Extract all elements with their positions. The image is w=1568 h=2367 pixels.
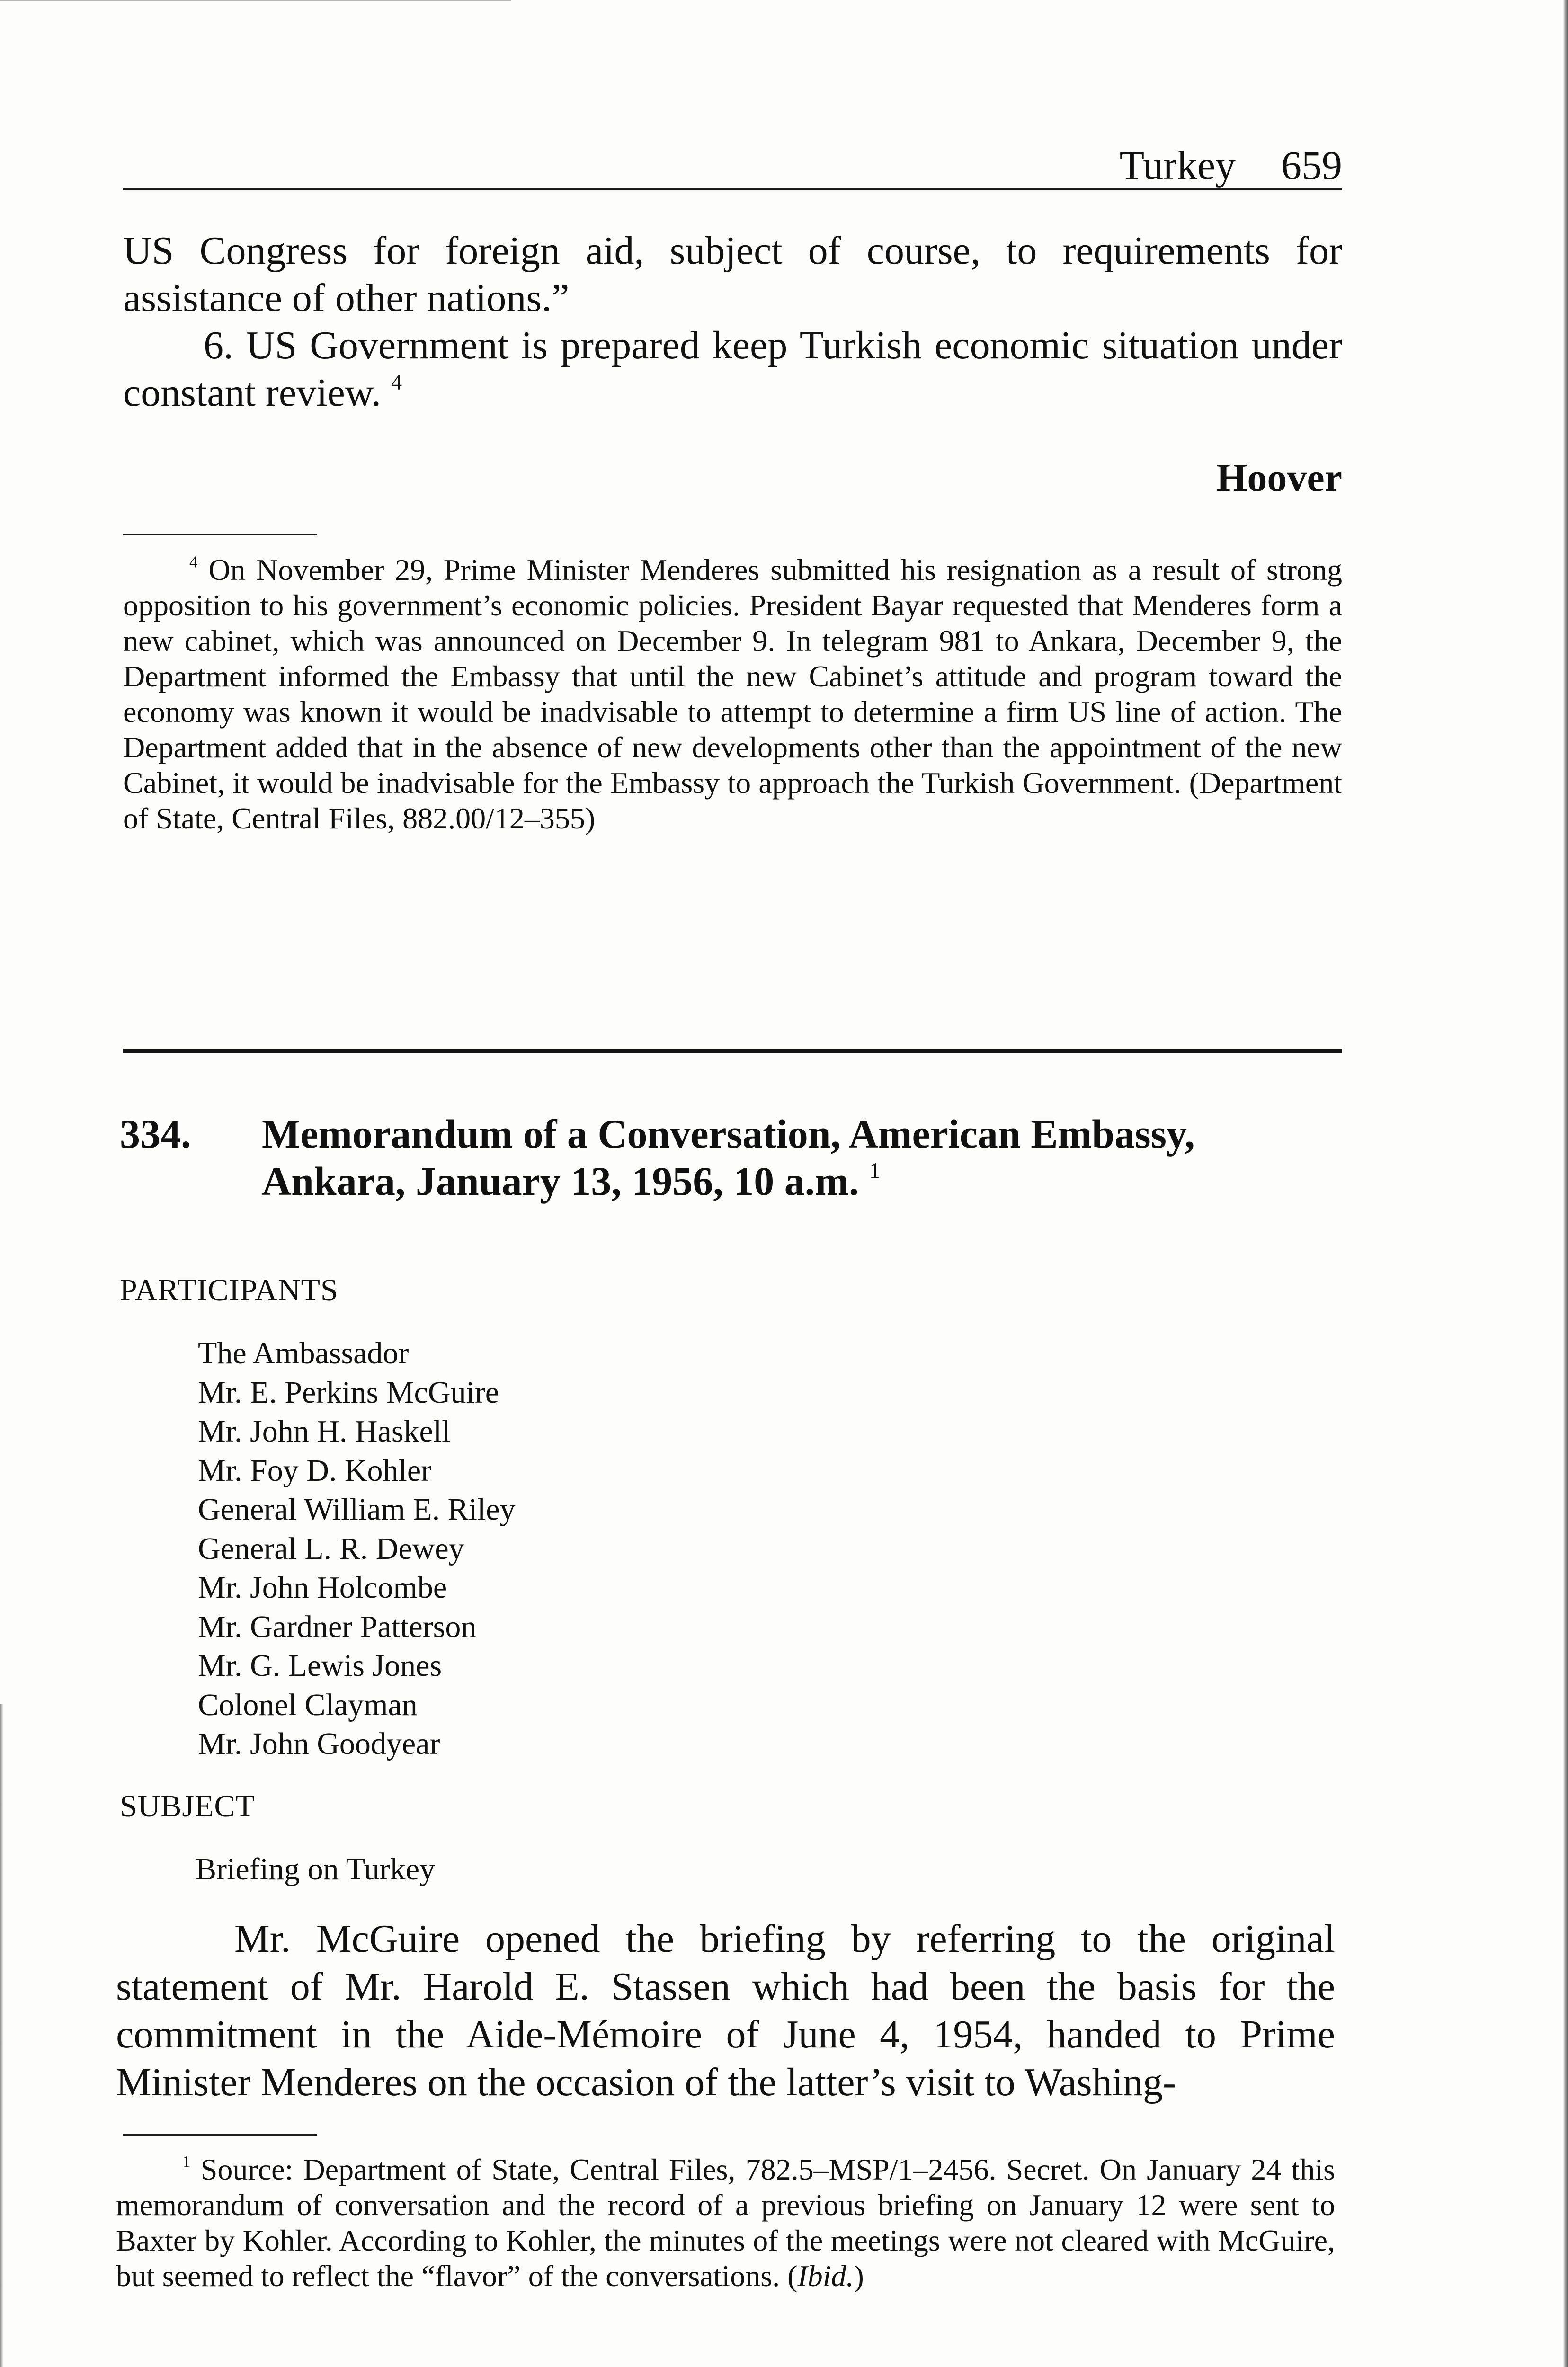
scan-edge-right xyxy=(1563,0,1568,2367)
document-title: Memorandum of a Conversation, American Embassy, Ankara, January 13, 1956, 10 a.m. xyxy=(262,1111,1195,1204)
participant: General L. R. Dewey xyxy=(198,1531,464,1566)
running-head-title: Turkey xyxy=(1119,142,1236,188)
footnote-4-marker: 4 xyxy=(189,552,198,571)
footnote-1-ibid: Ibid. xyxy=(797,2259,854,2293)
participant: Mr. G. Lewis Jones xyxy=(198,1648,442,1683)
subject-label: SUBJECT xyxy=(120,1789,255,1824)
footnote-rule xyxy=(123,2134,317,2136)
participant: Mr. Gardner Patterson xyxy=(198,1609,477,1644)
footnote-ref-1: 1 xyxy=(869,1158,881,1184)
participant: Mr. E. Perkins McGuire xyxy=(198,1375,499,1410)
participant: The Ambassador xyxy=(198,1336,409,1370)
scan-edge-left xyxy=(0,1704,3,2367)
continuation-text xyxy=(123,227,1342,417)
footnote-4-text: On November 29, Prime Minister Menderes submitted his resignation as a result of strong opposition to his government’s economic policies. President Bayar requested that Menderes form a new cabinet, which was announced on December 9. In telegram 981 to Ankara, December 9, the Department informed the Embassy that until the new Cabinet’s attitude and program toward the economy was known it would be inadvisable to attempt to determine a firm US line of action. The Department added that in the absence of new developments other than the appointment of the new Cabinet, it would be inadvisable for the Embassy to approach the Turkish Government. (Department of State, Central Files, 882.00/12–355) xyxy=(123,553,1343,835)
running-head xyxy=(123,142,1342,190)
document-number: 334. xyxy=(120,1111,191,1157)
footnote-1-text: Source: Department of State, Central Files, 782.5–MSP/1–2456. Secret. On January 24 this memorandum of conversation and the record of a previous briefing on January 12 were sent to Baxter by Kohler. According to Kohler, the minutes of the meetings were not cleared with McGuire, but seemed to reflect the “flavor” of the conversations. xyxy=(116,2153,1336,2293)
participant: Colonel Clayman xyxy=(198,1687,418,1722)
participants-label: PARTICIPANTS xyxy=(120,1273,339,1308)
participant: General William E. Riley xyxy=(198,1492,516,1527)
section-divider xyxy=(123,1049,1342,1053)
scan-edge-top xyxy=(0,0,511,1)
footnote-1: $^1$ Source: Department of State, Central Files, 782.5–MSP/1–2456. Secret. On January 24 this memorandum of conversation and the record of a previous briefing on January 12 were sent to Baxter by Kohler. According to Kohler, the minutes of the meetings were not cleared with McGuire, but seemed to reflect the “flavor” of the conversations. (Ibid.) xyxy=(116,2152,1336,2293)
footnote-4 xyxy=(123,552,1342,836)
footnote-rule xyxy=(123,534,317,535)
subject-value: Briefing on Turkey xyxy=(196,1852,436,1886)
participant: Mr. John Holcombe xyxy=(198,1570,447,1605)
participants-list xyxy=(198,1334,516,1764)
footnote-ref-4: 4 xyxy=(391,370,402,394)
footnote-1-marker: 1 xyxy=(182,2152,191,2171)
body-paragraph: Mr. McGuire opened the briefing by referring to the original statement of Mr. Harold E. Stassen which had been the basis for the commitment in the Aide-Mémoire of June 4, 1954, handed to Prime Minister Menderes on the occasion of the latter’s visit to Washing- xyxy=(116,1917,1335,2104)
document-heading xyxy=(120,1110,1346,1205)
signature: Hoover xyxy=(1216,456,1342,500)
participant: Mr. John H. Haskell xyxy=(198,1414,451,1449)
participant: Mr. John Goodyear xyxy=(198,1726,440,1761)
continuation-line: US Congress for foreign aid, subject of course, to requirements for assistance of other nations.” xyxy=(123,229,1342,320)
numbered-item-6 xyxy=(123,322,1342,417)
participant: Mr. Foy D. Kohler xyxy=(198,1453,432,1488)
item-6-text: 6. US Government is prepared keep Turkish economic situation under constant review. xyxy=(123,323,1342,415)
page-number: 659 xyxy=(1281,142,1342,188)
